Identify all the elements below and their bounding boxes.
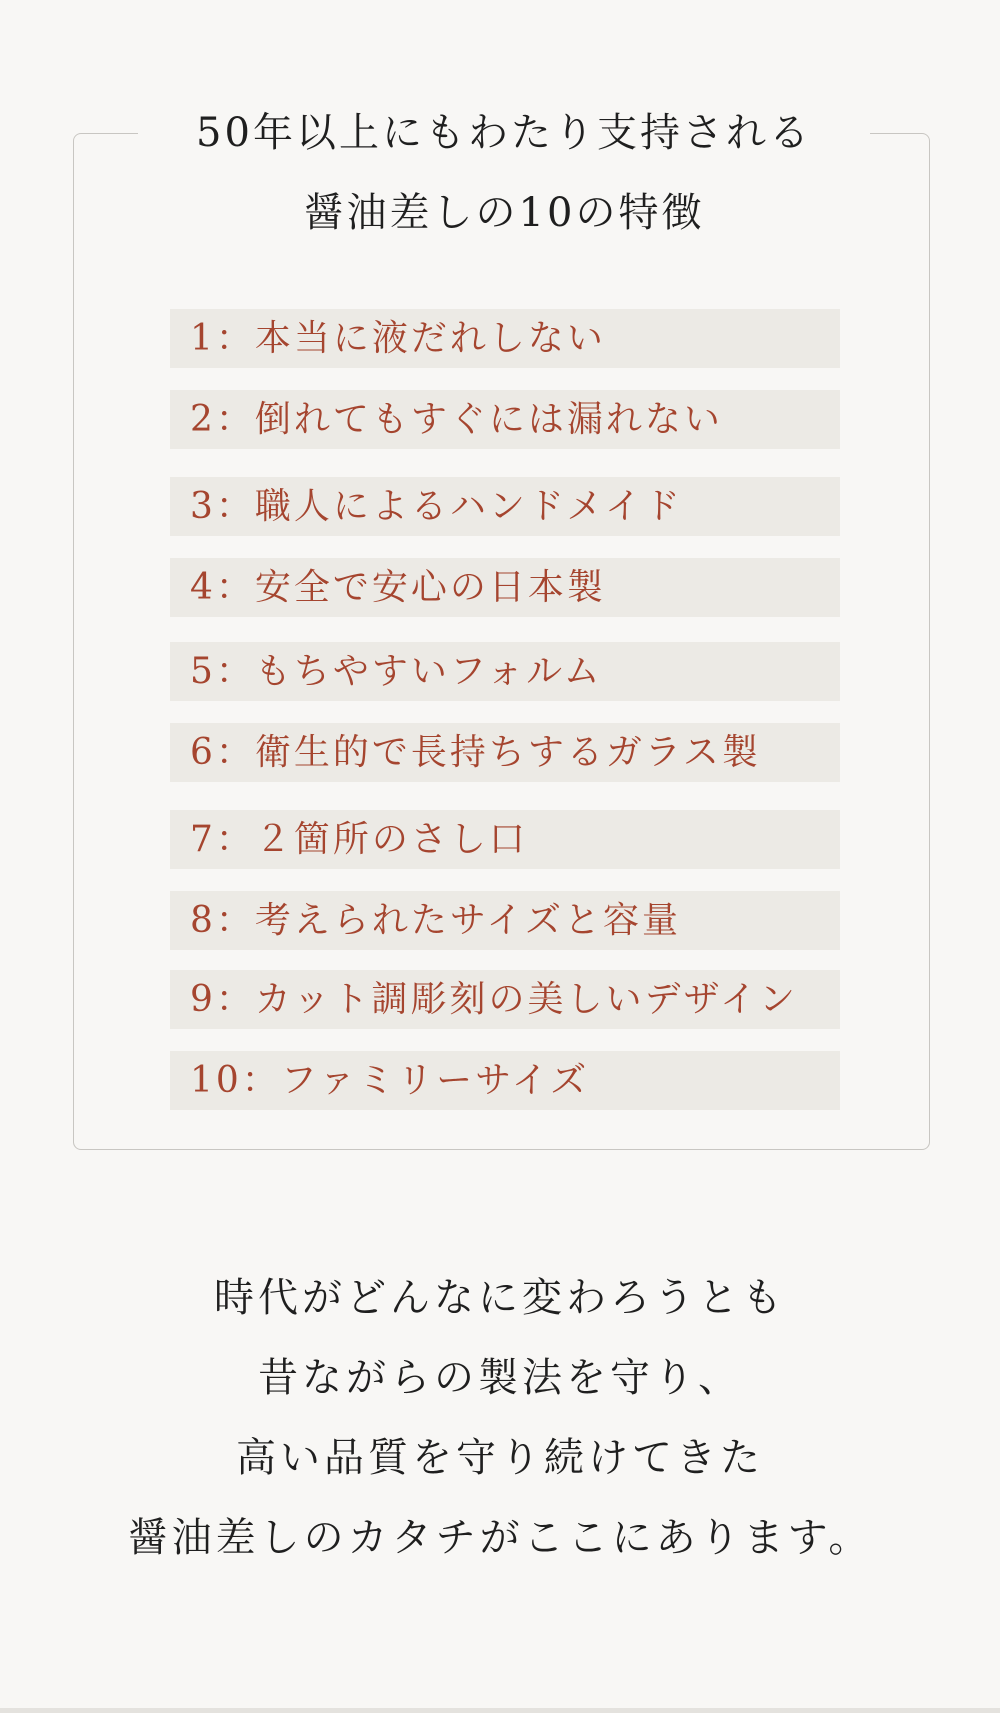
features-title [138,93,870,253]
feature-item-2: 2：倒れてもすぐには漏れない [170,390,840,449]
feature-item-9: 9：カット調彫刻の美しいデザイン [170,970,840,1029]
feature-item-3: 3：職人によるハンドメイド [170,477,840,536]
feature-item-6: 6：衛生的で長持ちするガラス製 [170,723,840,782]
feature-item-5: 5：もちやすいフォルム [170,642,840,701]
brand-message-line-4: 醤油差しのカタチがここにあります。 [127,1515,873,1561]
brand-message-line-3: 高い品質を守り続けてきた [236,1435,764,1481]
feature-item-10: 10：ファミリーサイズ [170,1051,840,1110]
bottom-divider [0,1708,1000,1713]
brand-message-line-1: 時代がどんなに変わろうとも [214,1275,786,1321]
feature-item-1: 1：本当に液だれしない [170,309,840,368]
feature-item-7: 7：２箇所のさし口 [170,810,840,869]
brand-message [40,1258,960,1578]
feature-item-4: 4：安全で安心の日本製 [170,558,840,617]
brand-message-line-2: 昔ながらの製法を守り、 [258,1355,742,1401]
features-title-line-1: 50年以上にもわたり支持される [196,110,812,157]
features-title-line-2: 醤油差しの10の特徴 [303,190,705,237]
feature-item-8: 8：考えられたサイズと容量 [170,891,840,950]
